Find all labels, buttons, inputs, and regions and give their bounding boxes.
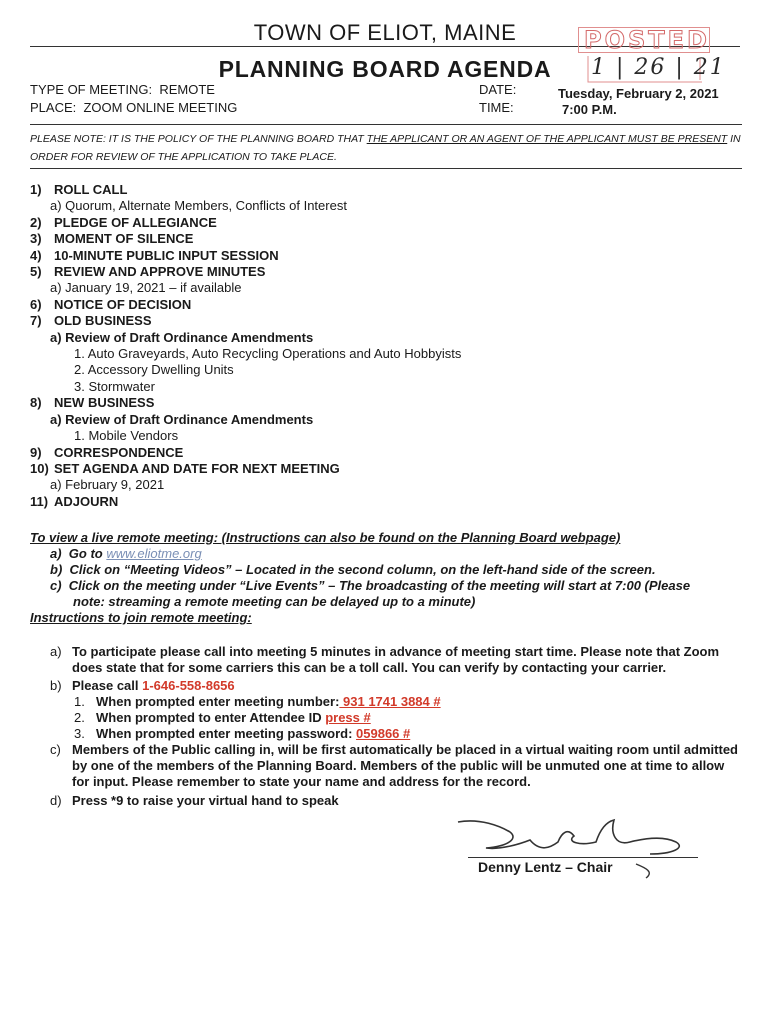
remote-viewing-heading: To view a live remote meeting: (Instructions can also be found on the Planning Board webpage) bbox=[30, 530, 621, 545]
agenda-subitem: a) January 19, 2021 – if available bbox=[50, 280, 242, 296]
website-link[interactable]: www.eliotme.org bbox=[106, 546, 202, 561]
page-title: PLANNING BOARD AGENDA bbox=[218, 56, 552, 82]
agenda-subitem: a) Quorum, Alternate Members, Conflicts of Interest bbox=[50, 198, 347, 214]
policy-note-prefix: PLEASE NOTE: IT IS THE POLICY OF THE PLANNING BOARD THAT bbox=[30, 133, 367, 145]
join-instructions bbox=[50, 644, 740, 809]
agenda-item: 4) 10-MINUTE PUBLIC INPUT SESSION bbox=[30, 247, 279, 263]
signature-line bbox=[468, 857, 698, 858]
meeting-type bbox=[30, 82, 215, 97]
agenda-item: 11) ADJOURN bbox=[30, 493, 119, 509]
meeting-password: 059866 # bbox=[356, 726, 411, 741]
agenda-item: 1) ROLL CALL bbox=[30, 182, 128, 197]
note-divider bbox=[30, 168, 742, 169]
meeting-place-label: PLACE: bbox=[30, 100, 77, 115]
agenda-subsubitem: 1. Mobile Vendors bbox=[74, 428, 179, 444]
attendee-id: press # bbox=[325, 710, 371, 725]
agenda-subsubitem: 1. Auto Graveyards, Auto Recycling Operations and Auto Hobbyists bbox=[74, 346, 462, 362]
agenda-item: 9) CORRESPONDENCE bbox=[30, 444, 184, 460]
join-step: a) To participate please call into meeting 5 minutes in advance of meeting start time. Please note that Zoom does state that for some carriers this can be a toll call. You can verify by contacting your carrier. bbox=[50, 644, 720, 675]
agenda-item: 5) REVIEW AND APPROVE MINUTES bbox=[30, 264, 266, 280]
agenda-item: 6) NOTICE OF DECISION bbox=[30, 296, 192, 312]
meeting-date-value: Tuesday, February 2, 2021 bbox=[558, 86, 719, 101]
join-step: b) Please call 1-646-558-8656 bbox=[50, 678, 235, 693]
agenda-item: 7) OLD BUSINESS bbox=[30, 313, 152, 329]
remote-step: a) Go to www.eliotme.org bbox=[50, 546, 202, 561]
meta-divider bbox=[30, 124, 742, 125]
phone-number[interactable]: 1-646-558-8656 bbox=[142, 678, 235, 693]
remote-viewing-section bbox=[30, 530, 750, 626]
meeting-place-value: ZOOM ONLINE MEETING bbox=[83, 100, 238, 115]
meeting-type-label: TYPE OF MEETING: bbox=[30, 82, 153, 97]
remote-step: c) Click on the meeting under “Live Events” – The broadcasting of the meeting will start at 7:00 (Please bbox=[50, 578, 691, 593]
meeting-place bbox=[30, 100, 237, 115]
agenda-subsubitem: 3. Stormwater bbox=[74, 378, 155, 394]
agenda-subitem: a) Review of Draft Ordinance Amendments bbox=[50, 411, 314, 427]
agenda-item: 2) PLEDGE OF ALLEGIANCE bbox=[30, 214, 217, 230]
agenda-subitem: a) February 9, 2021 bbox=[50, 477, 165, 493]
meeting-number: 931 1741 3884 # bbox=[339, 694, 441, 709]
agenda-item: 3) MOMENT OF SILENCE bbox=[30, 231, 194, 247]
meeting-time-value: 7:00 P.M. bbox=[562, 102, 617, 117]
meeting-date-label: DATE: bbox=[479, 82, 517, 97]
agenda-list bbox=[30, 182, 750, 510]
signatory-name: Denny Lentz – Chair bbox=[478, 859, 613, 875]
posted-stamp: POSTED bbox=[584, 26, 710, 54]
agenda-subsubitem: 2. Accessory Dwelling Units bbox=[74, 362, 234, 378]
meeting-time-label: TIME: bbox=[479, 100, 514, 115]
agenda-item: 8) NEW BUSINESS bbox=[30, 395, 155, 411]
remote-step-continuation: note: streaming a remote meeting can be delayed up to a minute) bbox=[73, 594, 476, 609]
town-name: TOWN OF ELIOT, MAINE bbox=[253, 20, 517, 45]
join-substep: 1. When prompted enter meeting number: 931 1741 3884 # bbox=[74, 694, 441, 709]
policy-note-suffix: IN ORDER FOR REVIEW OF THE APPLICATION TO TAKE PLACE. bbox=[30, 133, 741, 163]
join-heading: Instructions to join remote meeting: bbox=[30, 610, 252, 625]
meeting-type-value: REMOTE bbox=[159, 82, 215, 97]
agenda-item: 10) SET AGENDA AND DATE FOR NEXT MEETING bbox=[30, 460, 340, 476]
join-step: c) Members of the Public calling in, will be first automatically be placed in a virtual waiting room until admitted by one of the members of the Planning Board. Members of the public will be unmuted one at time to allow for input. Please remember to state your name and address for the record. bbox=[50, 742, 739, 789]
agenda-subitem: a) Review of Draft Ordinance Amendments bbox=[50, 329, 314, 345]
handwritten-date: 1 | 26 | 21 bbox=[591, 55, 726, 80]
join-substep: 2. When prompted to enter Attendee ID press # bbox=[74, 710, 371, 725]
policy-note bbox=[30, 130, 742, 166]
join-substep: 3. When prompted enter meeting password: 059866 # bbox=[74, 726, 411, 741]
join-step: d) Press *9 to raise your virtual hand to speak bbox=[50, 793, 339, 808]
policy-note-emphasis: THE APPLICANT OR AN AGENT OF THE APPLICANT MUST BE PRESENT bbox=[366, 133, 728, 145]
remote-step: b) Click on “Meeting Videos” – Located in the second column, on the left-hand side of the screen. bbox=[50, 562, 656, 577]
